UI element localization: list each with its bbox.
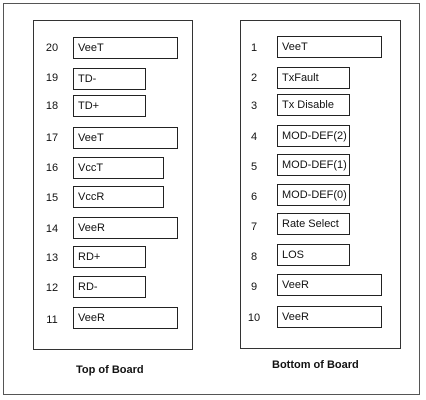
- pin-label-box: VeeT: [73, 127, 178, 149]
- pin-number: 11: [46, 314, 58, 326]
- pin-label-box: RD+: [73, 246, 146, 268]
- pin-number: 1: [250, 42, 258, 54]
- pin-label-box: TxFault: [277, 67, 350, 89]
- pin-number: 17: [45, 132, 59, 144]
- pin-number: 19: [45, 72, 59, 84]
- pin-number: 10: [247, 312, 261, 324]
- pin-label-box: VeeR: [277, 274, 382, 296]
- pin-label-box: TD-: [73, 68, 146, 90]
- bottom-board-caption: Bottom of Board: [272, 359, 359, 371]
- pin-number: 15: [45, 192, 59, 204]
- pin-label-box: TD+: [73, 95, 146, 117]
- pin-number: 20: [45, 42, 59, 54]
- top-board-caption: Top of Board: [76, 364, 144, 376]
- pin-label-box: MOD-DEF(2): [277, 125, 350, 147]
- pin-number: 9: [250, 281, 258, 293]
- pin-number: 2: [250, 72, 258, 84]
- pin-number: 14: [45, 223, 59, 235]
- pin-number: 12: [45, 282, 59, 294]
- pin-label-box: VeeT: [73, 37, 178, 59]
- pin-label-box: VccR: [73, 186, 164, 208]
- pin-number: 13: [45, 252, 59, 264]
- pin-number: 4: [250, 131, 258, 143]
- pin-number: 5: [250, 161, 258, 173]
- pin-label-box: VeeR: [277, 306, 382, 328]
- pin-label-box: VeeT: [277, 36, 382, 58]
- pin-label-box: RD-: [73, 276, 146, 298]
- pin-number: 18: [45, 100, 59, 112]
- pin-label-box: VccT: [73, 157, 164, 179]
- pin-label-box: MOD-DEF(0): [277, 184, 350, 206]
- pin-number: 6: [250, 191, 258, 203]
- pin-label-box: Rate Select: [277, 213, 350, 235]
- pin-label-box: VeeR: [73, 217, 178, 239]
- pin-number: 3: [250, 100, 258, 112]
- pin-number: 7: [250, 221, 258, 233]
- pin-number: 8: [250, 251, 258, 263]
- pin-label-box: VeeR: [73, 307, 178, 329]
- pin-label-box: LOS: [277, 244, 350, 266]
- pin-number: 16: [45, 162, 59, 174]
- pin-label-box: Tx Disable: [277, 94, 350, 116]
- pin-label-box: MOD-DEF(1): [277, 154, 350, 176]
